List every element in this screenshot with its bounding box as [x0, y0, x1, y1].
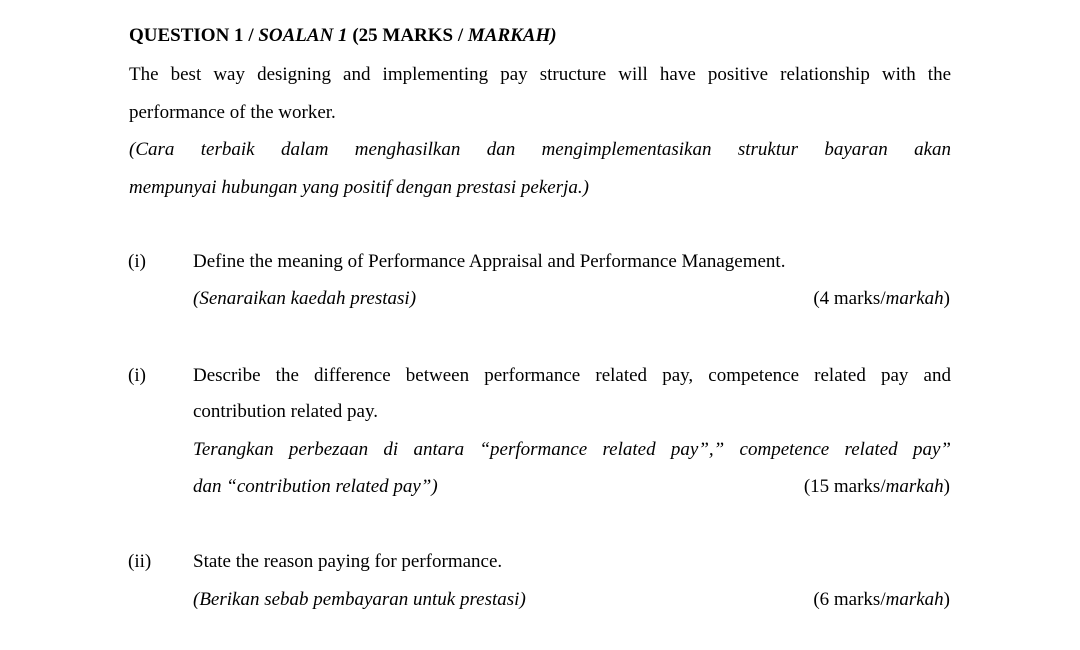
- markah-label: MARKAH: [467, 25, 551, 46]
- question-heading: [129, 25, 557, 47]
- marks-text: (6 marks/: [813, 589, 886, 610]
- marks-text: (4 marks/: [813, 288, 886, 309]
- marks-close: ): [943, 476, 950, 497]
- question-text: Define the meaning of Performance Appraisal and Performance Management.: [193, 251, 786, 272]
- intro-ms-line-1: (Cara terbaik dalam menghasilkan dan mengimplementasikan struktur bayaran akan: [129, 139, 951, 160]
- question-marks: [804, 476, 950, 498]
- question-translation-line-1: Terangkan perbezaan di antara “performance related pay”,” competence related pay”: [193, 439, 951, 460]
- marks-close: ): [943, 288, 950, 309]
- intro-en-line-2: performance of the worker.: [129, 101, 336, 123]
- marks-markah: markah: [885, 476, 944, 497]
- marks-close: ): [943, 589, 950, 610]
- intro-paragraph: [129, 56, 951, 206]
- soalan-label: SOALAN 1: [258, 25, 348, 46]
- marks-markah: markah: [885, 288, 944, 309]
- question-number: (i): [128, 251, 146, 272]
- question-marks: [813, 288, 950, 310]
- question-text: [193, 365, 951, 387]
- question-translation: (Senaraikan kaedah prestasi): [193, 288, 417, 309]
- question-translation-line-2: dan “contribution related pay”): [193, 476, 438, 497]
- intro-en-line-1: The best way designing and implementing pay structure will have positive relationship with the: [129, 64, 951, 85]
- question-label: QUESTION 1: [129, 25, 244, 46]
- question-text: State the reason paying for performance.: [193, 551, 503, 572]
- question-translation: [193, 439, 951, 461]
- question-text-line-2: contribution related pay.: [193, 401, 379, 422]
- intro-ms-line-2: mempunyai hubungan yang positif dengan prestasi pekerja.): [129, 176, 589, 198]
- marks-prefix: (25 MARKS /: [347, 25, 468, 46]
- question-text-line-1: Describe the difference between performance related pay, competence related pay and: [193, 365, 951, 386]
- heading-separator: /: [243, 25, 259, 46]
- question-marks: [813, 589, 950, 611]
- marks-text: (15 marks/: [803, 476, 886, 497]
- marks-suffix: ): [550, 25, 557, 46]
- question-number: (i): [128, 365, 146, 386]
- marks-markah: markah: [885, 589, 944, 610]
- question-number: (ii): [128, 551, 152, 572]
- question-translation: (Berikan sebab pembayaran untuk prestasi): [193, 589, 526, 610]
